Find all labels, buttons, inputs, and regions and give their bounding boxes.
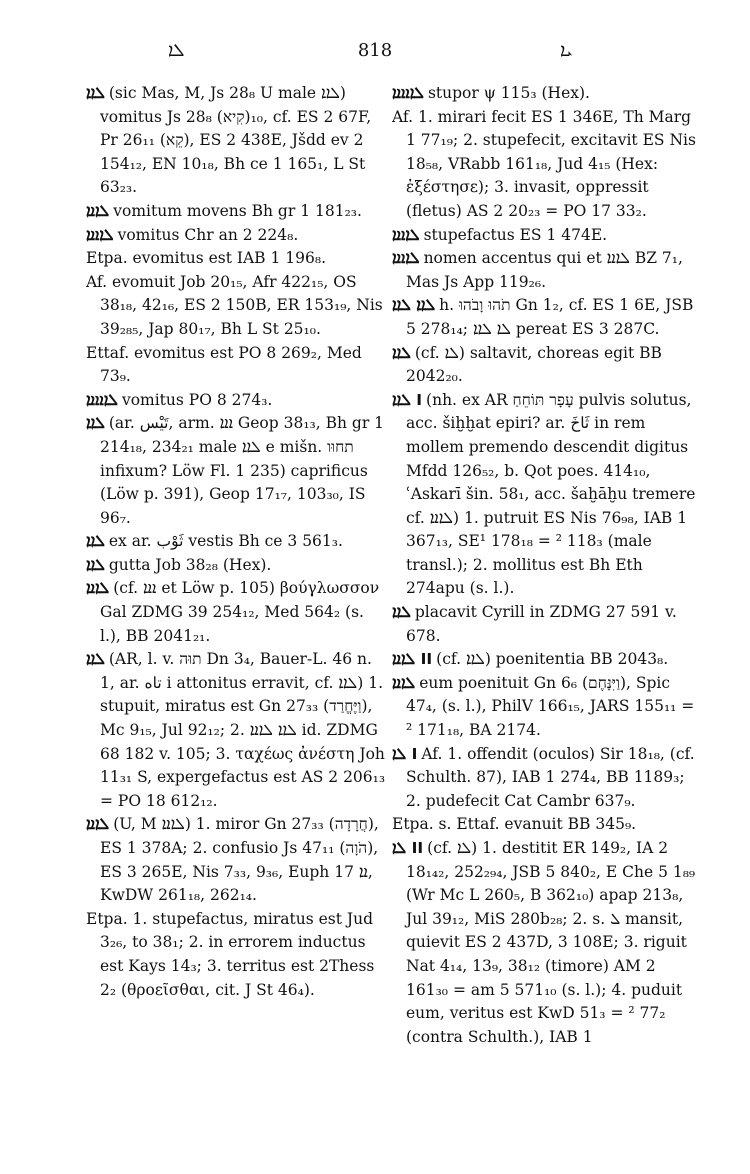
entry-lemma: I ܠܐ <box>392 744 418 763</box>
entry-body: placavit Cyrill in ZDMG 27 591 v. 678. <box>406 603 677 645</box>
dictionary-entry <box>392 837 698 1049</box>
header-right-letter: ܝܐ <box>560 40 573 61</box>
dictionary-entry <box>86 577 386 648</box>
entry-lemma: ܠܐܐ <box>86 84 105 102</box>
dictionary-entry <box>86 82 386 200</box>
entry-lemma: ܠܐܐ <box>86 414 105 433</box>
entry-lemma: ܠܐܐ <box>86 532 105 551</box>
dictionary-entry <box>392 106 698 224</box>
dictionary-entry <box>86 554 386 578</box>
entry-body: stupor ψ 115₃ (Hex). <box>427 84 590 102</box>
dictionary-entry <box>86 908 386 1002</box>
dictionary-entry <box>86 389 386 413</box>
entry-body: eum poenituit Gn 6₆ (וַיִּנָּחֶם), Spic 47₄, (s. l.), PhilV 166₁₅, JARS 155₁₁ = ² 171₁₈, BA 2174. <box>406 673 695 740</box>
entry-body: (cf. ܐܐܐ et Löw p. 105) βούγλωσσον Gal ZDMG 39 254₁₂, Med 564₂ (s. l.), BB 2041₂₁. <box>100 579 380 645</box>
entry-body: gutta Job 38₂₈ (Hex). <box>108 555 272 574</box>
entry-lemma: II ܠܐܐܐ <box>392 650 433 669</box>
entry-body: (ar. تَيْس, arm. ܐܐܐ Geop 38₁₃, Bh gr 1 214₁₈, 234₂₁ male ܠܐܐ e mišn. תחוּו infixum? Löw Fl. 1 235) caprificus (Löw p. 391), Geop 17₁₇, 103₃₀, IS 96₇. <box>100 414 385 527</box>
dictionary-entry <box>86 271 386 342</box>
entry-lemma: II ܠܐ <box>392 839 424 857</box>
dictionary-entry <box>86 648 386 813</box>
entry-lemma: ܠܐܐܐܐ <box>86 225 114 244</box>
entry-body: (sic Mas, M, Js 28₈ U male ܠܐܐ) vomitus Js 28₈ (קִיא)₁₀, cf. ES 2 67F, Pr 26₁₁ (קֵא), ES 2 438E, Jšdd ev 2 154₁₂, EN 10₁₈, Bh ce 1 165₁, L St 63₂₃. <box>100 84 372 197</box>
entry-lemma: ܠܐܐܐ <box>86 815 110 834</box>
entry-body: (cf. ܠܐܐ) poenitentia BB 2043₈. <box>436 650 669 669</box>
entry-lemma: ܠܐܐܐ <box>392 673 416 692</box>
entry-lemma: ܠܐܐܐܐܐ <box>86 390 118 409</box>
entry-body: vomitum movens Bh gr 1 181₂₃. <box>113 201 362 220</box>
entry-body: (cf. ܠܐ) saltavit, choreas egit BB 2042₂₀. <box>406 343 662 386</box>
entry-body: vomitus Chr an 2 224₈. <box>117 225 299 244</box>
entry-body: Af. 1. offendit (oculos) Sir 18₁₈, (cf. Schulth. 87), IAB 1 274₄, BB 1189₃; 2. pudefecit Cat Cambr 637₉. <box>406 744 695 810</box>
dictionary-entry <box>392 389 698 601</box>
entry-body: (nh. ex AR עָפָר תּוֹחֵחַ pulvis solutus, acc. šiḫḫat epiri? ar. ثَاخَ in rem mollem premendo descendit digitus Mfdd 126₅₂, b. Qot poes. 414₁₀, ʿAskarī šin. 58₁, acc. šaḫāḫu tremere cf. ܠܐܐܐ) 1. putruit ES Nis 76₉₈, IAB 1 367₁₃, SE¹ 178₁₈ = ² 118₃ (male transl.); 2. mollitus est Bh Eth 274apu (s. l.). <box>406 390 696 598</box>
dictionary-entry <box>392 672 698 743</box>
entry-lemma: ܠܐܐ ܠܐܐ <box>392 296 436 315</box>
dictionary-entry <box>392 247 698 294</box>
dictionary-entry <box>392 601 698 648</box>
dictionary-entry <box>392 224 698 248</box>
entry-body: Ettaf. evomitus est PO 8 269₂, Med 73₉. <box>86 343 362 386</box>
entry-body: (AR, l. v. תוּה Dn 3₄, Bauer-L. 46 n. 1, ar. تاه i attonitus erravit, cf. ܠܐܐ) 1. stupuit, miratus est Gn 27₃₃ (וַיֶּחֱרַד), Mc 9₁₅, Jul 92₁₂; 2. ܠܐܐ ܠܐܐܐ id. ZDMG 68 182 v. 105; 3. ταχέως ἀνέστη Joh 11₃₁ S, expergefactus est AS 2 206₁₃ = PO 18 612₁₂. <box>100 650 386 810</box>
entry-body: stupefactus ES 1 474E. <box>423 225 608 244</box>
right-column <box>392 82 698 1144</box>
entry-body: Af. 1. mirari fecit ES 1 346E, Th Marg 1 77₁₉; 2. stupefecit, excitavit ES Nis 18₅₈, VRabb 161₁₈, Jud 4₁₅ (Hex: ἐξέστησε); 3. invasit, oppressit (fletus) AS 2 20₂₃ = PO 17 33₂. <box>392 107 696 220</box>
header-left-letter: ܠܐ <box>168 40 185 61</box>
dictionary-entry <box>392 342 698 389</box>
dictionary-entry <box>86 530 386 554</box>
dictionary-entry <box>392 648 698 672</box>
page-header <box>0 40 750 70</box>
entry-lemma: ܠܐܐܐ <box>86 579 110 598</box>
entry-body: Etpa. 1. stupefactus, miratus est Jud 3₂₆, to 38₁; 2. in errorem inductus est Kays 14₃; 3. territus est 2Thess 2₂ (θροεῖσθαι, cit. J St 46₄). <box>86 909 375 999</box>
dictionary-entry <box>86 224 386 248</box>
entry-lemma: ܠܐܐ <box>86 555 105 574</box>
entry-lemma: ܠܐܐ <box>86 650 105 669</box>
entry-lemma: ܠܐܐ <box>392 343 411 362</box>
entry-lemma: ܠܐܐܐܐ <box>392 249 420 268</box>
dictionary-entry <box>392 743 698 814</box>
entry-body: ex ar. ثَوْب vestis Bh ce 3 561₃. <box>108 532 343 551</box>
dictionary-entry <box>392 294 698 341</box>
entry-body: (U, M ܠܐܐܐ) 1. miror Gn 27₃₃ (חֲרָדָה), ES 1 378A; 2. confusio Js 47₁₁ (הֹוָה), ES 3 265E, Nis 7₃₃, 9₃₆, Euph ܐܐ 17, KwDW 261₁₈, 262₁₄. <box>100 815 379 905</box>
entry-body: h. תֹהוּ וָבֹהוּ Gn 1₂, cf. ES 1 6E, JSB 5 278₁₄; ܠܐ ܠܐܐ pereat ES 3 287C. <box>406 296 694 338</box>
entry-body: Af. evomuit Job 20₁₅, Afr 422₁₅, OS 38₁₈, 42₁₆, ES 2 150B, ER 153₁₉, Nis 39₂₈₅, Jap 80₁₇, Bh L St 25₁₀. <box>86 272 383 338</box>
dictionary-entry <box>392 82 698 106</box>
entry-lemma: ܠܐܐܐܐܐ <box>392 84 424 102</box>
entry-lemma: ܠܐܐܐܐ <box>392 225 420 244</box>
dictionary-entry <box>86 813 386 907</box>
dictionary-entry <box>86 200 386 224</box>
entry-body: Etpa. evomitus est IAB 1 196₈. <box>86 249 327 268</box>
entry-lemma: ܠܐܐܐ <box>86 201 110 220</box>
entry-body: vomitus PO 8 274₃. <box>121 390 273 409</box>
entry-body: (cf. ܠܐ) 1. destitit ER 149₂, IA 2 18₁₄₂, 252₂₉₄, JSB 5 840₂, E Che 5 1₈₉ (Wr Mc L 260₅, B 362₁₀) apap 213₈, Jul 39₁₂, MiS 280b₂₈; 2. s. ܠ mansit, quievit ES 2 437D, 3 108E; 3. riguit Nat 4₁₄, 13₉, 38₁₂ (timore) AM 2 161₃₀ = am 5 571₁₀ (s. l.); 4. puduit eum, veritus est KwD 51₃ = ² 77₂ (contra Schulth.), IAB 1 <box>406 839 696 1046</box>
dictionary-entry <box>392 813 698 837</box>
dictionary-entry <box>86 412 386 530</box>
dictionary-entry <box>86 247 386 271</box>
page-number: 818 <box>357 40 393 61</box>
left-column <box>86 82 386 1144</box>
entry-body: nomen accentus qui et ܠܐܐܐ BZ 7₁, Mas Js App 119₂₆. <box>406 249 683 291</box>
entry-lemma: I ܠܐܐ <box>392 390 423 409</box>
dictionary-entry <box>86 342 386 389</box>
entry-lemma: ܠܐܐ <box>392 603 411 622</box>
entry-body: Etpa. s. Ettaf. evanuit BB 345₉. <box>392 815 637 834</box>
